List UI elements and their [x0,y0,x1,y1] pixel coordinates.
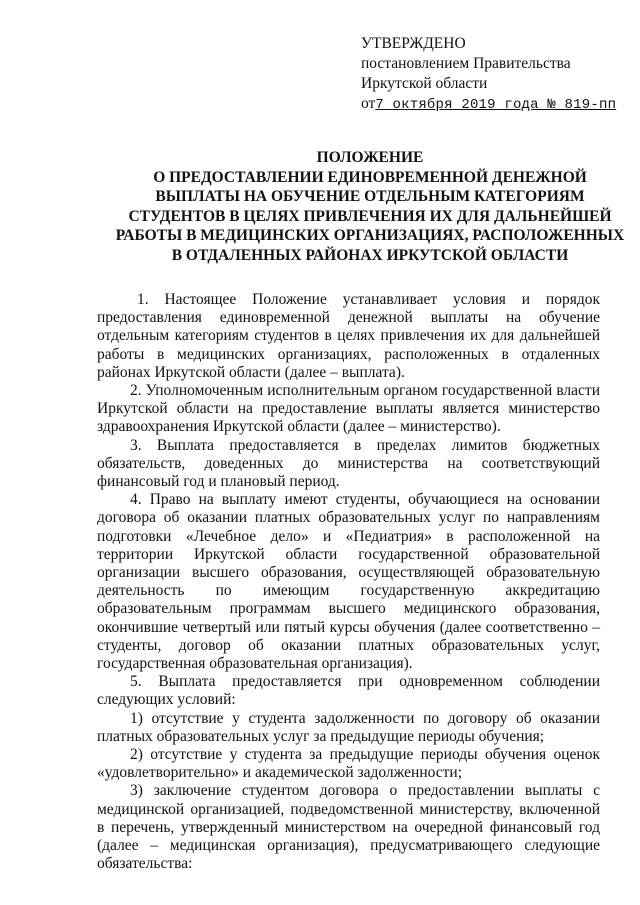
approval-block [361,34,616,115]
approval-heading: УТВЕРЖДЕНО [361,35,466,52]
title-line: В ОТДАЛЕННЫХ РАЙОНАХ ИРКУТСКОЙ ОБЛАСТИ [171,246,569,264]
paragraph: 4. Право на выплату имеют студенты, обучающиеся на основании договора об оказании платных образовательных услуг по направлениям подготовки «Лечебное дело» и «Педиатрия» в расположенной на территории Иркутской области государственной образовательной организации высшего образования, осуществляющей образовательную деятельность по имеющим государственную аккредитацию образовательным программам высшего медицинского образования, окончившие четвертый или пятый курсы обучения (далее соответственно – студенты, договор об оказании платных образовательных услуг, государственная образовательная организация). [97,491,600,673]
paragraph: 3. Выплата предоставляется в пределах лимитов бюджетных обязательств, доведенных до министерства на соответствующий финансовый год и плановый период. [97,436,600,491]
approval-date-line [361,94,616,115]
approval-resolution-line: постановлением Правительства [361,55,571,72]
paragraph: 1) отсутствие у студента задолженности по договору об оказании платных образовательных услуг за предыдущие периоды обучения; [97,709,600,745]
title-line: РАБОТЫ В МЕДИЦИНСКИХ ОРГАНИЗАЦИЯХ, РАСПОЛОЖЕННЫХ [115,227,625,244]
title-line: СТУДЕНТОВ В ЦЕЛЯХ ПРИВЛЕЧЕНИЯ ИХ ДЛЯ ДАЛЬНЕЙШЕЙ [128,207,612,225]
paragraph: 2. Уполномоченным исполнительным органом государственной власти Иркутской области на предоставление выплаты является министерство здравоохранения Иркутской области (далее – министерство). [97,382,600,436]
approval-date-value: 7 октября 2019 года № 819-пп [375,97,617,113]
title-line: О ПРЕДОСТАВЛЕНИИ ЕДИНОВРЕМЕННОЙ ДЕНЕЖНОЙ [153,168,587,186]
document-body [97,291,600,874]
paragraph: 1. Настоящее Положение устанавливает условия и порядок предоставления единовременной денежной выплаты на обучение отдельным категориям студентов в целях привлечения их для дальнейшей работы в медицинских организациях, расположенных в отдаленных районах Иркутской области (далее – выплата). [97,291,600,381]
title-line: ПОЛОЖЕНИЕ [316,149,424,166]
paragraph: 3) заключение студентом договора о предоставлении выплаты с медицинской организацией, подведомственной министерству, включенной в перечень, утвержденный министерством на очередной финансовый год (далее – медицинская организация), предусматривающего следующие обязательства: [97,782,600,873]
paragraph: 5. Выплата предоставляется при одновременном соблюдении следующих условий: [97,673,600,709]
paragraph: 2) отсутствие у студента за предыдущие периоды обучения оценок «удовлетворительно» и академической задолженности; [97,746,600,782]
approval-region-line: Иркутской области [361,75,488,92]
document-title [100,148,640,265]
approval-date-prefix: от [361,95,376,112]
title-line: ВЫПЛАТЫ НА ОБУЧЕНИЕ ОТДЕЛЬНЫМ КАТЕГОРИЯМ [155,188,585,205]
